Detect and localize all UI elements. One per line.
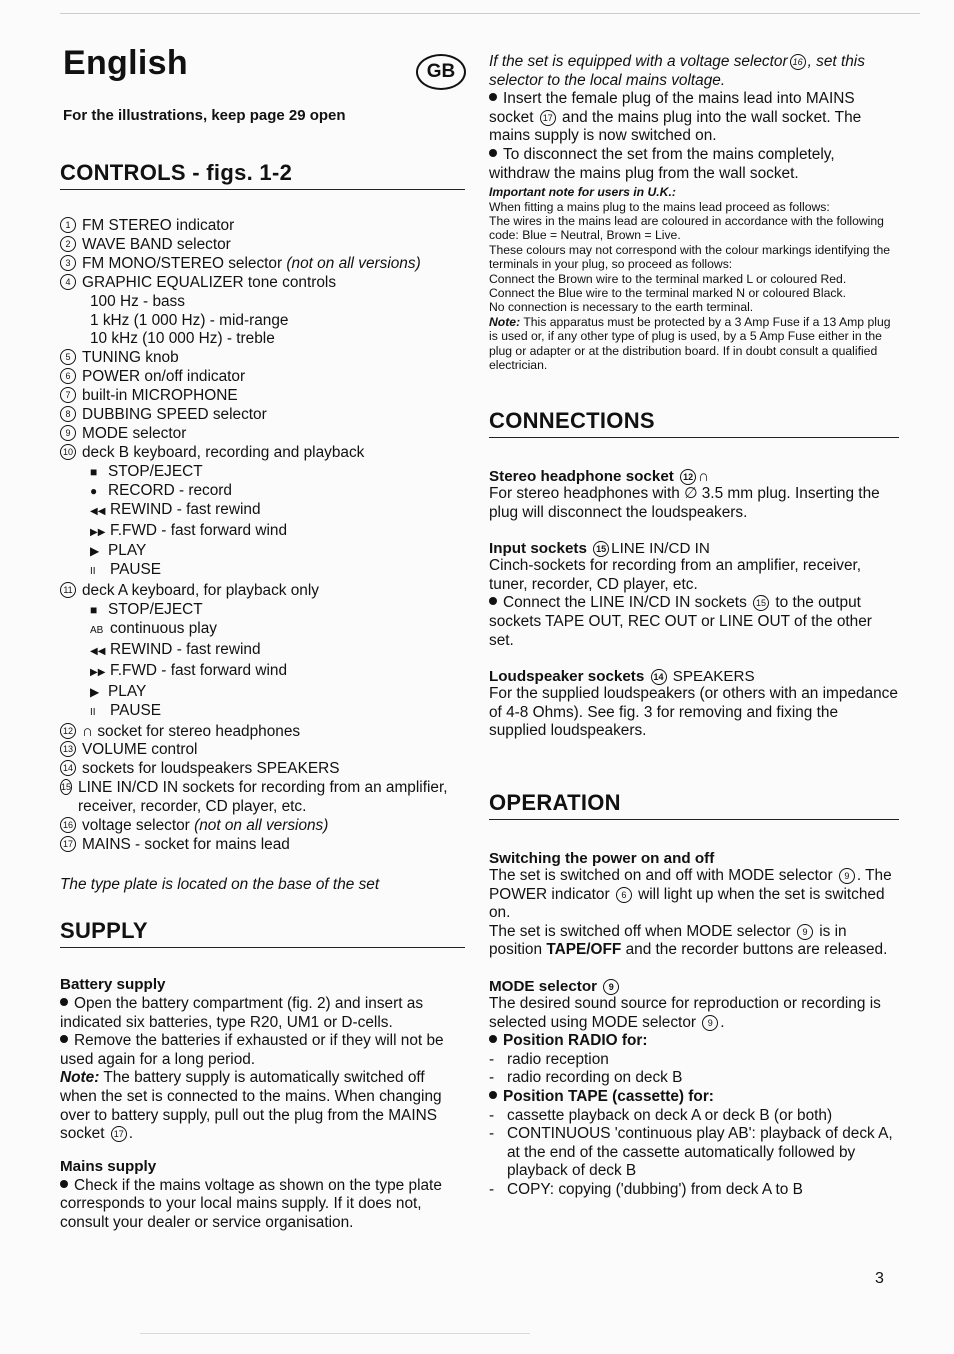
bullet-icon (60, 998, 68, 1006)
input-text: Cinch-sockets for recording from an amplifier, receiver, tuner, recorder, CD player, etc. (489, 557, 862, 593)
speaker-text: For the supplied loudspeakers (or others with an impedance of 4-8 Ohms). See fig. 3 for removing and fixing the supplied loudspeakers. (489, 685, 898, 740)
callout-number: 8 (60, 406, 76, 422)
mode-paragraph: The desired sound source for reproduction or recording is selected using MODE selector 9 . (489, 994, 881, 1031)
operation-section (489, 790, 899, 1200)
controls-item: ● RECORD - record (90, 481, 232, 499)
callout-number: 9 (603, 979, 619, 995)
bullet-icon (489, 149, 497, 157)
power-paragraph-1: The set is switched on and off with MODE selector 9 . The POWER indicator 6 will light up when the set is switched on. (489, 867, 892, 922)
controls-list (60, 217, 465, 855)
bullet-icon (489, 93, 497, 101)
controls-item: ■ STOP/EJECT (90, 601, 203, 619)
callout-number: 17 (540, 110, 556, 126)
uk-fuse-note: Note: This apparatus must be protected by a 3 Amp Fuse if a 13 Amp plug is used or, if any other type of plug is used, by a 5 Amp Fuse either in the plug or adapter or at the distribution board. If in doubt consult a qualified electrician. (489, 314, 891, 373)
controls-item: 10 deck B keyboard, recording and playback (60, 444, 465, 463)
controls-item: 11 deck A keyboard, for playback only (60, 582, 465, 601)
callout-number: 14 (60, 760, 76, 776)
radio-list (489, 1051, 899, 1088)
controls-item: 16 voltage selector (not on all versions) (60, 817, 465, 836)
callout-number: 9 (702, 1015, 718, 1031)
page-number: 3 (875, 1270, 884, 1287)
supply-heading: SUPPLY (60, 918, 465, 948)
controls-item: ▶▶ F.FWD - fast forward wind (60, 522, 465, 543)
radio-heading: Position RADIO for: (489, 1032, 899, 1051)
battery-heading: Battery supply (60, 976, 166, 993)
key-symbol-icon: AB (90, 625, 104, 637)
tape-heading: Position TAPE (cassette) for: (489, 1088, 899, 1107)
controls-item: 2 WAVE BAND selector (60, 236, 465, 255)
callout-number: 9 (839, 868, 855, 884)
controls-item: 12 ∩ socket for stereo headphones (60, 723, 465, 742)
mains-paragraph: Check if the mains voltage as shown on the type plate corresponds to your local mains supply. If it does not, consult your dealer or service organisation. (60, 1176, 442, 1231)
callout-number: 13 (60, 741, 76, 757)
mains-continued (489, 53, 899, 372)
list-item: - radio reception (489, 1050, 609, 1068)
bullet-icon (60, 1035, 68, 1043)
power-paragraph-2: The set is switched off when MODE selector 9 is in position TAPE/OFF and the recorder buttons are released. (489, 922, 888, 959)
key-symbol-icon: ◀◀ (90, 645, 106, 657)
controls-item: 4 GRAPHIC EQUALIZER tone controls (60, 274, 465, 293)
input-heading: Input sockets 15 LINE IN/CD IN (489, 540, 710, 558)
controls-item: ▶ PLAY (90, 682, 147, 700)
controls-heading: CONTROLS - figs. 1-2 (60, 160, 465, 190)
key-symbol-icon: ▶▶ (90, 526, 106, 538)
callout-number: 5 (60, 349, 76, 365)
uk-note-line: Connect the Brown wire to the terminal marked L or coloured Red. (489, 271, 847, 286)
key-symbol-icon: ■ (90, 464, 98, 479)
callout-number: 12 (680, 469, 696, 485)
key-symbol-icon: II (90, 566, 96, 578)
controls-item: 6 POWER on/off indicator (60, 368, 465, 387)
controls-item: 3 FM MONO/STEREO selector (not on all versions) (60, 255, 465, 274)
controls-item: II PAUSE (60, 702, 465, 723)
callout-number: 14 (651, 669, 667, 685)
controls-item: 1 kHz (1 000 Hz) - mid-range (90, 311, 289, 329)
callout-number: 1 (60, 217, 76, 233)
callout-number: 12 (60, 723, 76, 739)
bullet-icon (489, 1091, 497, 1099)
key-symbol-icon: II (90, 706, 96, 718)
bullet-icon (60, 1180, 68, 1188)
callout-number: 15 (60, 779, 72, 795)
country-badge: GB (416, 54, 466, 90)
callout-number: 15 (753, 595, 769, 611)
input-bullet: Connect the LINE IN/CD IN sockets 15 to the output sockets TAPE OUT, REC OUT or LINE OUT of the other set. (489, 594, 872, 649)
supply-section (60, 918, 465, 1233)
mains-disconnect-paragraph: To disconnect the set from the mains completely, withdraw the mains plug from the wall socket. (489, 145, 835, 182)
controls-item: 9 MODE selector (60, 425, 465, 444)
callout-number: 11 (60, 582, 76, 598)
controls-item: 5 TUNING knob (60, 349, 465, 368)
controls-footnote: The type plate is located on the base of the set (60, 875, 380, 893)
callout-number: 6 (60, 368, 76, 384)
key-symbol-icon: ● (90, 483, 98, 498)
controls-item: 15 LINE IN/CD IN sockets for recording from an amplifier, receiver, recorder, CD player, etc. (61, 779, 448, 816)
callout-number: 15 (593, 541, 609, 557)
callout-number: 7 (60, 387, 76, 403)
mains-heading: Mains supply (60, 1157, 157, 1175)
callout-number: 16 (790, 54, 806, 70)
callout-number: 6 (616, 887, 632, 903)
page-subtitle: For the illustrations, keep page 29 open (63, 107, 346, 124)
power-heading: Switching the power on and off (489, 850, 715, 867)
callout-number: 16 (60, 817, 76, 833)
headphone-heading: Stereo headphone socket 12 ∩ (489, 468, 710, 485)
controls-item: 17 MAINS - socket for mains lead (60, 836, 465, 855)
speaker-heading: Loudspeaker sockets 14 SPEAKERS (489, 668, 755, 686)
controls-item: 8 DUBBING SPEED selector (60, 406, 465, 425)
callout-number: 3 (60, 255, 76, 271)
controls-item: 7 built-in MICROPHONE (60, 387, 465, 406)
callout-number: 17 (111, 1126, 127, 1142)
mains-insert-paragraph: Insert the female plug of the mains lead into MAINS socket 17 and the mains plug into the wall socket. The mains supply is now switched on. (489, 90, 862, 145)
callout-number: 2 (60, 236, 76, 252)
key-symbol-icon: ▶ (90, 544, 100, 559)
headphone-icon: ∩ (698, 468, 710, 485)
list-item: - radio recording on deck B (489, 1069, 683, 1087)
uk-note-line: No connection is necessary to the earth terminal. (489, 300, 754, 315)
tape-list (489, 1107, 899, 1200)
callout-number: 10 (60, 444, 76, 460)
controls-section (60, 160, 465, 895)
controls-item: ■ STOP/EJECT (90, 462, 203, 480)
callout-number: 4 (60, 274, 76, 290)
controls-item: ◀◀ REWIND - fast rewind (60, 501, 465, 522)
scan-artifact (140, 1333, 530, 1334)
battery-paragraph-1: Open the battery compartment (fig. 2) and insert as indicated six batteries, type R20, UM1 or D-cells. (60, 995, 424, 1031)
voltage-selector-note: If the set is equipped with a voltage selector 16 , set this selector to the local mains voltage. (489, 53, 865, 89)
list-item: - CONTINUOUS 'continuous play AB': playback of deck A, at the end of the cassette automatically followed by playback of deck B (489, 1125, 893, 1180)
battery-note: Note: The battery supply is automatically switched off when the set is connected to the mains. When changing over to battery supply, pull out the plug from the MAINS socket 17 . (60, 1069, 442, 1143)
controls-item: 13 VOLUME control (60, 741, 465, 760)
controls-item: ▶ PLAY (90, 542, 147, 560)
headphone-text: For stereo headphones with ∅ 3.5 mm plug. Inserting the plug will disconnect the loudspeakers. (489, 485, 880, 521)
key-symbol-icon: ▶▶ (90, 666, 106, 678)
key-symbol-icon: ▶ (90, 684, 100, 699)
key-symbol-icon: ◀◀ (90, 505, 106, 517)
battery-paragraph-2: Remove the batteries if exhausted or if they will not be used again for a long period. (60, 1032, 444, 1068)
page-title: English (63, 44, 188, 82)
uk-note-line: When fitting a mains plug to the mains lead proceed as follows: (489, 199, 830, 214)
bullet-icon (489, 597, 497, 605)
list-item: - COPY: copying ('dubbing') from deck A to B (489, 1180, 803, 1198)
bullet-icon (489, 1035, 497, 1043)
uk-note-heading: Important note for users in U.K.: (489, 185, 676, 200)
controls-item: ▶▶ F.FWD - fast forward wind (60, 662, 465, 683)
controls-item: 100 Hz - bass (90, 292, 185, 310)
uk-note-body (489, 200, 899, 315)
callout-number: 9 (60, 425, 76, 441)
uk-note-line: These colours may not correspond with the colour markings identifying the terminals in your plug, so proceed as follows: (489, 242, 891, 272)
controls-item: ◀◀ REWIND - fast rewind (60, 641, 465, 662)
uk-note-line: The wires in the mains lead are coloured in accordance with the following code: Blue = Neutral, Brown = Live. (489, 213, 884, 243)
controls-item: 14 sockets for loudspeakers SPEAKERS (60, 760, 465, 779)
controls-item: AB continuous play (60, 620, 465, 641)
key-symbol-icon: ■ (90, 603, 98, 618)
connections-heading: CONNECTIONS (489, 408, 899, 438)
controls-item: 10 kHz (10 000 Hz) - treble (90, 330, 275, 348)
uk-note-line: Connect the Blue wire to the terminal marked N or coloured Black. (489, 286, 846, 300)
controls-item: 1 FM STEREO indicator (60, 217, 465, 236)
list-item: - cassette playback on deck A or deck B (or both) (489, 1106, 833, 1124)
operation-heading: OPERATION (489, 790, 899, 820)
controls-item: II PAUSE (60, 561, 465, 582)
mode-heading: MODE selector 9 (489, 978, 899, 995)
scan-artifact (60, 13, 920, 14)
connections-section (489, 408, 899, 741)
callout-number: 17 (60, 836, 76, 852)
callout-number: 9 (797, 924, 813, 940)
